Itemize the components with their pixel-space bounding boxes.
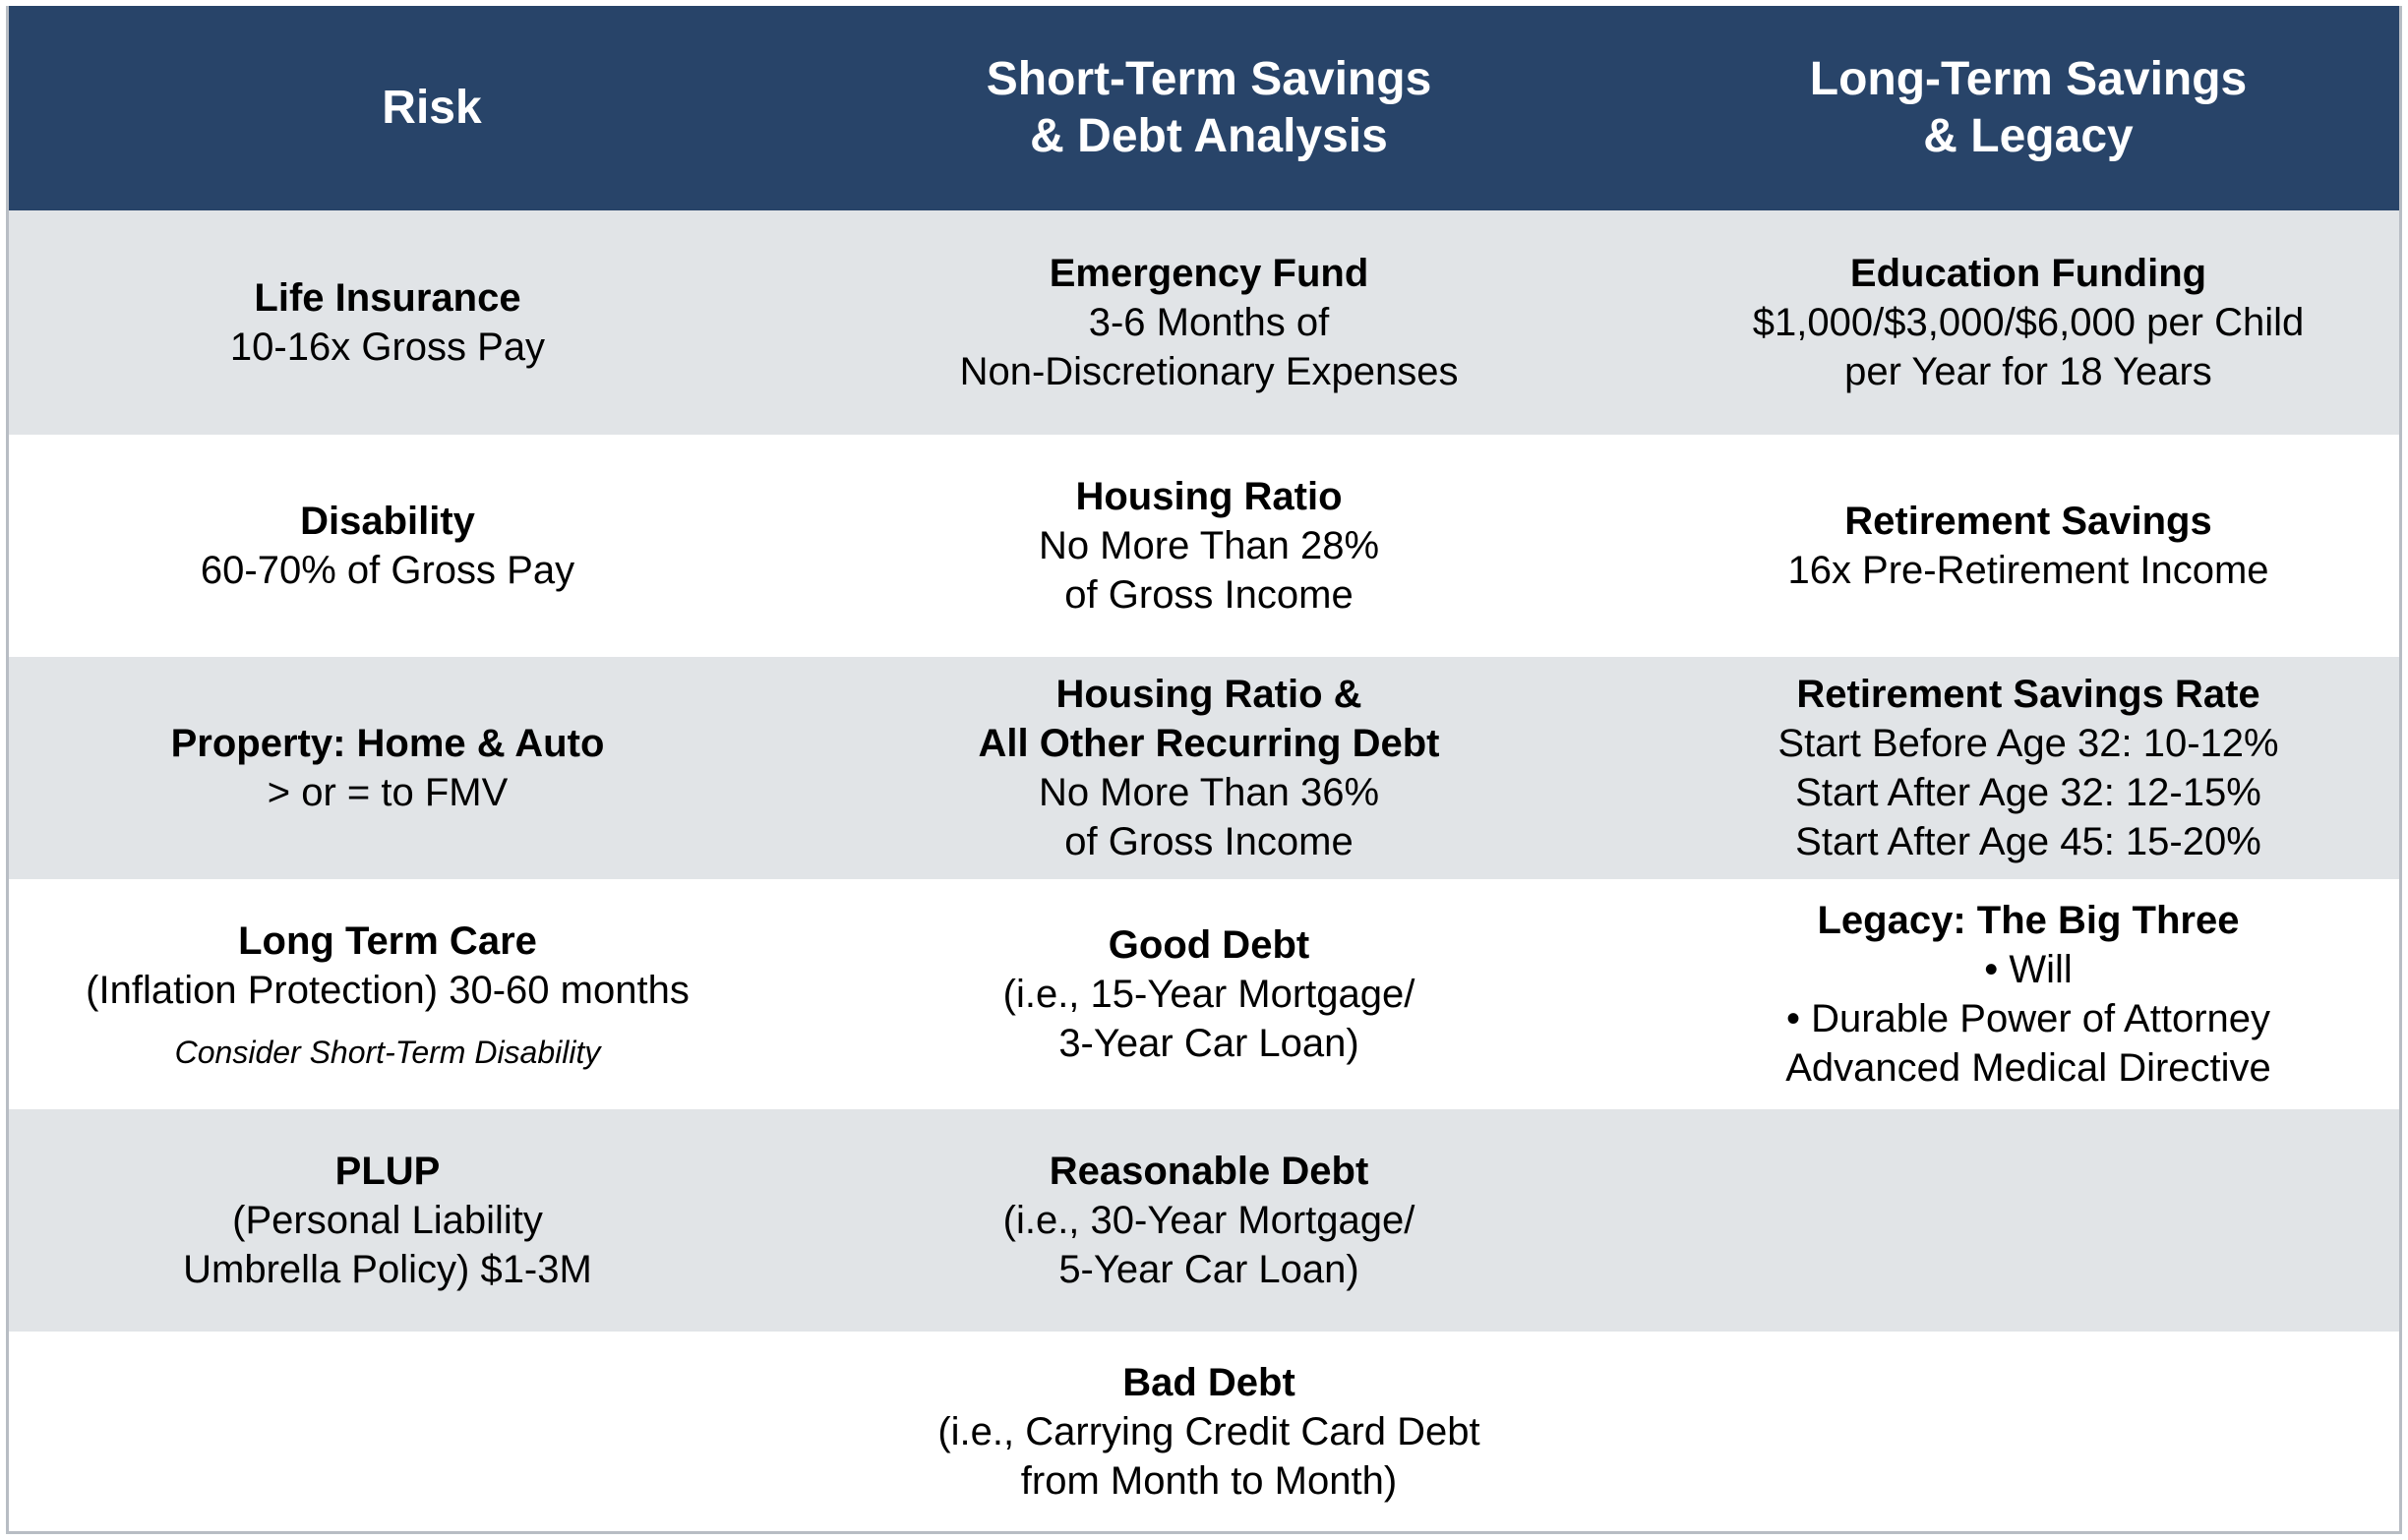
cell-title: Emergency Fund [1049, 252, 1369, 295]
header-risk: Risk [382, 82, 482, 134]
header-short-term: Short-Term Savings & Debt Analysis [986, 53, 1432, 162]
table-row [9, 210, 2399, 435]
cell-body: 10-16x Gross Pay [229, 326, 546, 369]
cell-title: Good Debt [1108, 923, 1310, 967]
risk-cell [9, 210, 766, 435]
long-term-cell [1652, 1109, 2405, 1332]
cell-title: PLUP [334, 1150, 441, 1193]
risk-cell [9, 879, 766, 1109]
cell-title: Long Term Care [238, 919, 537, 963]
cell-title: Retirement Savings Rate [1796, 673, 2260, 716]
cell-title: Bad Debt [1122, 1360, 1295, 1404]
header-long-term: Long-Term Savings & Legacy [1809, 53, 2248, 162]
risk-cell [9, 657, 766, 879]
short-term-cell [766, 210, 1652, 435]
cell-title: Housing Ratio & All Other Recurring Debt [978, 673, 1440, 765]
cell-body: Start Before Age 32: 10-12% Start After Age 32: 12-15% Start After Age 45: 15-20% [1777, 722, 2279, 863]
long-term-cell [1652, 210, 2405, 435]
cell-body: (Inflation Protection) 30-60 months [86, 969, 690, 1012]
cell-note: Consider Short-Term Disability [174, 1035, 601, 1070]
long-term-cell [1652, 1332, 2405, 1531]
cell-body: 60-70% of Gross Pay [200, 549, 575, 592]
cell-body: $1,000/$3,000/$6,000 per Child per Year for 18 Years [1752, 301, 2305, 393]
cell-title: Reasonable Debt [1049, 1150, 1369, 1193]
short-term-cell [766, 435, 1652, 657]
short-term-cell [766, 879, 1652, 1109]
table-row [9, 1332, 2399, 1531]
cell-body: No More Than 36% of Gross Income [1038, 771, 1380, 863]
cell-body: (i.e., 15-Year Mortgage/ 3-Year Car Loan) [1002, 973, 1415, 1065]
long-term-cell [1652, 879, 2405, 1109]
cell-title: Disability [300, 500, 475, 543]
cell-body: No More Than 28% of Gross Income [1038, 524, 1380, 617]
table-row [9, 879, 2399, 1109]
short-term-cell [766, 657, 1652, 879]
cell-title: Legacy: The Big Three [1817, 899, 2240, 942]
short-term-cell [766, 1109, 1652, 1332]
table-row [9, 435, 2399, 657]
planning-table [6, 6, 2402, 1534]
risk-cell [9, 1332, 766, 1531]
cell-title: Housing Ratio [1075, 475, 1343, 518]
table-row [9, 1109, 2399, 1332]
cell-title: Life Insurance [254, 276, 521, 320]
cell-body: 16x Pre-Retirement Income [1787, 549, 2269, 592]
cell-body: 3-6 Months of Non-Discretionary Expenses [959, 301, 1459, 393]
cell-title: Education Funding [1849, 252, 2207, 295]
cell-body: (i.e., Carrying Credit Card Debt from Month to Month) [937, 1409, 1480, 1503]
table-row [9, 657, 2399, 879]
risk-cell [9, 435, 766, 657]
table-header [9, 6, 2399, 210]
cell-body: (i.e., 30-Year Mortgage/ 5-Year Car Loan) [1002, 1199, 1415, 1291]
cell-body: (Personal Liability Umbrella Policy) $1-3M [183, 1199, 592, 1291]
long-term-cell [1652, 435, 2405, 657]
cell-title: Property: Home & Auto [170, 722, 605, 765]
cell-title: Retirement Savings [1844, 500, 2212, 543]
short-term-cell [766, 1332, 1652, 1531]
risk-cell [9, 1109, 766, 1332]
long-term-cell [1652, 657, 2405, 879]
cell-body: • Will • Durable Power of Attorney Advanced Medical Directive [1785, 948, 2271, 1090]
cell-body: > or = to FMV [267, 771, 509, 814]
